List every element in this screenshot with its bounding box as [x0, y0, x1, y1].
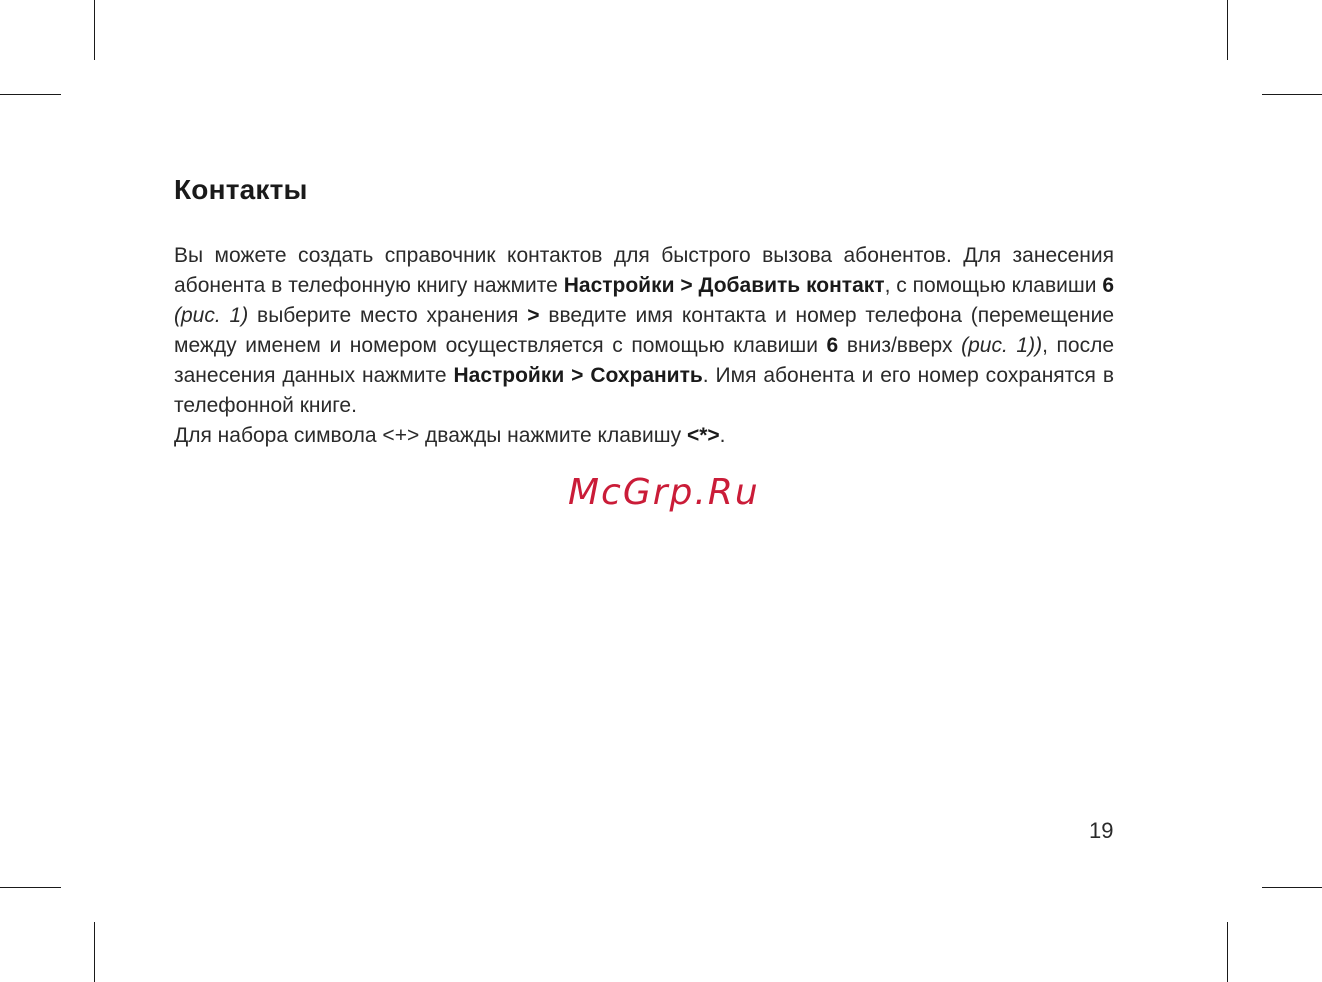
text-run: .: [719, 424, 726, 447]
arrow-symbol: >: [527, 304, 540, 327]
key-label: <*>: [686, 424, 720, 447]
text-run: Вы можете создать справочник контактов для быстрого вызова абонентов. Для занесения абонента в телефонную книгу нажмите: [174, 244, 1114, 297]
page-title: Контакты: [174, 174, 308, 205]
text-run: , с помощью клавиши: [884, 274, 1103, 297]
crop-mark: [1262, 94, 1322, 95]
menu-path-save: Настройки > Сохранить: [453, 364, 703, 387]
crop-mark: [1227, 922, 1228, 982]
paragraph-contacts-instructions: [174, 241, 1114, 421]
figure-reference: (рис. 1): [174, 304, 249, 327]
crop-mark: [1262, 887, 1322, 888]
text-run: . Имя абонента и его номер сохранятся в телефонной книге.: [174, 364, 1114, 417]
crop-mark: [0, 887, 61, 888]
crop-mark: [94, 0, 95, 60]
key-label: 6: [1102, 274, 1114, 297]
key-label: 6: [826, 334, 839, 357]
text-run: Для набора символа <+> дважды нажмите клавишу: [174, 424, 687, 447]
text-run: , после занесения данных нажмите: [174, 334, 1115, 387]
text-run: вниз/вверх: [838, 334, 962, 357]
watermark-logo: McGrp.Ru: [568, 472, 760, 513]
crop-mark: [94, 922, 95, 982]
crop-mark: [0, 94, 61, 95]
text-run: введите имя контакта и номер телефона (перемещение между именем и номером осуществляется с помощью клавиши: [174, 304, 1115, 357]
paragraph-plus-symbol: [174, 421, 1114, 451]
menu-path-add-contact: Настройки > Добавить контакт: [563, 274, 885, 297]
crop-mark: [1227, 0, 1228, 60]
body-text: [174, 241, 1114, 451]
text-run: выберите место хранения: [248, 304, 528, 327]
page-number: 19: [1089, 818, 1114, 843]
figure-reference: (рис. 1)): [961, 334, 1043, 357]
